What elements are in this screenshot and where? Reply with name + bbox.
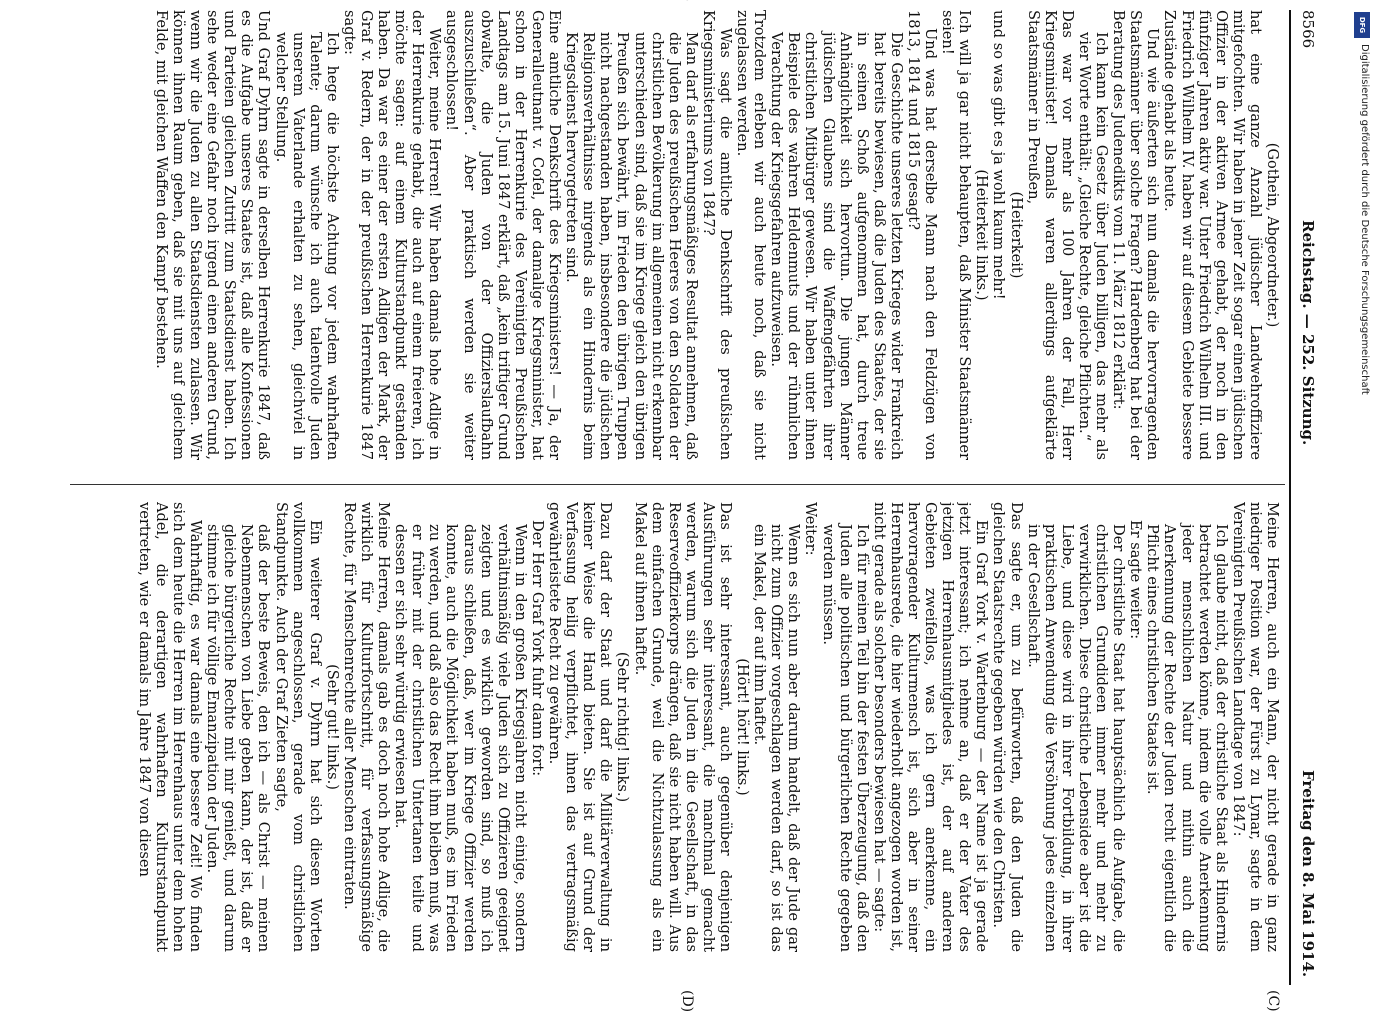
margin-marker-c: (C) bbox=[1265, 990, 1281, 1012]
quote: Wenn in den großen Kriegsjahren nicht einige, sondern verhältnismäßig viele Juden sich zu Offizieren geeignet zeigten und es wirklich geworden sind, so muß ich daraus schließen, daß, wer im Kriege Offizier werden konnte, auch die Möglichkeit haben muß, es im Frieden zu werden, und daß also das Recht ihm bleiben muß, was er früher mit der christlichen Untertanen teilte und dessen er sich sehr würdig erwiesen hat. bbox=[392, 524, 529, 952]
paragraph: Trotzdem erleben wir auch heute noch, daß sie nicht zugelassen werden. bbox=[734, 10, 769, 460]
paragraph: hat eine ganze Anzahl jüdischer Landwehroffiziere mitgefochten. Wir haben in jener Zeit sogar einen jüdischen Offizier in der aktiven Armee gehabt, der noch in den fünfziger Jahren aktiv war. Unter Friedrich Wilhelm III. und Friedrich Wilhelm IV. haben wir auf diesem Gebiete bessere Zustände gehabt als heute. bbox=[1161, 10, 1264, 460]
page-header bbox=[1289, 10, 1325, 985]
paragraph: Und Graf Dyhrn sagte in derselben Herrenkurie 1847, daß es die Aufgabe unseres Staates ist, daß alle Konfessionen und Parteien gleichen Zutritt zum Staatsdienst haben. Ich sehe weder eine Gefahr noch irgend einen anderen Grund, wenn wir die Juden zu allen Staatsdiensten zulassen. Wir können ihnen Raum geben, daß sie mit uns auf gleichem Felde, mit gleichen Waffen den Kampf bestehen. bbox=[152, 10, 273, 460]
interjection: (Heiterkeit links.) bbox=[973, 169, 991, 301]
paragraph: Dazu darf der Staat und darf die Militärverwaltung in keiner Weise die Hand bieten. Sie ist auf Grund der Verfassung heilig verpflichtet, ihnen das vertragsmäßig gewährleistete Recht zu gewähren. bbox=[546, 502, 615, 952]
credit-sidebar bbox=[1348, 8, 1378, 993]
paragraph: Was sagt die amtliche Denkschrift des preußischen Kriegsministeriums von 1847? bbox=[699, 10, 734, 460]
dfg-logo-text: DFG bbox=[1358, 16, 1366, 34]
dfg-logo bbox=[1354, 12, 1370, 38]
interjection: (Heiterkeit) bbox=[1007, 191, 1025, 279]
paragraph: Meine Herren, damals gab es doch noch hohe Adlige, die wirklich für Kulturfortschritt, für verfassungsmäßige Rechte, für Menschenrechte aller Menschen eintraten. bbox=[340, 502, 393, 952]
right-column bbox=[71, 502, 1281, 952]
quote: Ich kann kein Gesetz über Juden billigen, das mehr als vier Worte enthält: „Gleiche Rechte, gleiche Pflichten.“ bbox=[1075, 32, 1111, 460]
paragraph: Das war vor mehr als 100 Jahren der Fall, Herr Kriegsminister! Damals waren allerdings aufgeklärte Staatsmänner in Preußen, bbox=[1024, 10, 1076, 460]
paragraph: Wahrhaftig, es war damals eine bessere Zeit! Wo finden sich dem heute die Herren im Herrenhaus unter dem hohen Adel, die derartigen wahrhaften Kulturstandpunkt vertreten, wie er damals im Jahre 1847 von diesen bbox=[135, 502, 205, 952]
paragraph: Das ist sehr interessant, auch gegenüber denjenigen Ausführungen sehr interessant, die manchmal gemacht werden, warum sich die Juden in die Gesellschaft, in das Reserveoffizierkorps drängen, daß sie nicht haben will. Aus dem einfachen Grunde, weil die Nichtzulassung als ein Makel auf ihnen haftet. bbox=[631, 502, 734, 952]
quote: Man darf als erfahrungsmäßiges Resultat annehmen, daß die Juden des preußischen Heeres von den Soldaten der christlichen Bevölkerung im allgemeinen nicht erkennbar unterschieden sind, daß sie im Kriege gleich den übrigen Preußen sich bewährt, im Frieden den übrigen Truppen nicht nachgestanden haben, insbesondere die jüdischen Religionsverhältnisse nirgends als ein Hindernis beim Kriegsdienst hervorgetreten sind. bbox=[563, 32, 700, 460]
column-rule bbox=[70, 484, 1285, 485]
interjection: (Sehr richtig! links.) bbox=[614, 651, 632, 803]
quote: daß der beste Beweis, den ich — als Christ — meinen Nebenmenschen von Liebe geben kann, der ist, daß er gleiche bürgerliche Rechte mit mir genießt, und darum stimme ich für völlige Emanzipation der Juden. bbox=[204, 524, 273, 952]
quote: Ich hege die höchste Achtung vor jedem wahrhaften Talente; darum wünsche ich auch talentvolle Juden unserem Vaterlande erhalten zu sehen, gleichviel in welcher Stellung. bbox=[272, 32, 341, 460]
paragraph: Weiter, meine Herren! Wir haben damals hohe Adlige in der Herrenkurie gehabt, die auch auf einem freieren, ich möchte sagen: auf einem Kulturstandpunkt gestanden haben. Da war es einer der ersten Adligen der Mark, der Graf v. Redern, der in der preußischen Herrenkurie 1847 sagte: bbox=[340, 10, 444, 460]
margin-marker-a bbox=[1265, 0, 1281, 1]
speaker-note: (Gothein, Abgeordneter.) bbox=[1264, 142, 1281, 328]
paragraph: Meine Herren, auch ein Mann, der nicht gerade in ganz niedriger Position war, der Fürst zu Lynar, sagte in dem Vereinigten Preußischen Landtage von 1847: bbox=[1229, 502, 1281, 952]
interjection: (Sehr gut! links.) bbox=[323, 664, 341, 790]
quote: Die Geschichte unseres letzten Krieges wider Frankreich hat bereits bewiesen, daß die Juden des Staates, der sie in seinen Schoß aufgenommen hat, durch treue Anhänglichkeit sich hervortun. Die jungen Männer jüdischen Glaubens sind die Waffengefährten ihrer christlichen Mitbürger gewesen. Wir haben unter ihnen Beispiele des wahren Heldenmuts und der rühmlichen Verachtung der Kriegsgefahren aufzuweisen. bbox=[768, 32, 905, 460]
digitization-credit: Digitalisierung gefördert durch die Deutsche Forschungsgemeinschaft bbox=[1359, 44, 1370, 395]
header-rule bbox=[1289, 10, 1291, 985]
paragraph: Der Herr Graf York fuhr dann fort: bbox=[528, 520, 546, 777]
margin-marker-b bbox=[679, 0, 695, 1]
paragraph: Und wie äußerten sich nun damals die hervorragenden Staatsmänner über solche Fragen? Hardenberg hat bei der Beratung des Judenedikts vom 11. März 1812 erklärt: bbox=[1110, 10, 1162, 460]
quote: Ich glaube nicht, daß der christliche Staat als Hindernis betrachtet werden könne, indem die volle Anerkennung jeder menschlichen Natur und mithin auch die Anerkennung der Rechte der Juden recht eigentlich die Pflicht eines christlichen Staates ist. bbox=[1144, 524, 1230, 952]
paragraph: Weiter: bbox=[802, 502, 820, 556]
margin-marker-d: (D) bbox=[679, 990, 695, 1012]
quote: Ich für meinen Teil bin der festen Überzeugung, daß den Juden alle politischen und bürgerlichen Rechte gegeben werden müssen. bbox=[819, 524, 871, 952]
left-column bbox=[71, 10, 1281, 460]
paragraph: Ein Graf York v. Wartenburg — der Name ist ja gerade jetzt interessant; ich nehme an, daß er der Vater des jetzigen Herrenhausmitgliedes ist, der auf anderen Gebieten zweifellos, was ich gern anerkenne, ein hervorragender Kulturmensch ist, sich aber in seiner Herrenhausrede, die hier wiederholt angezogen worden ist, nicht gerade als solcher besonders bewiesen hat — sagte: bbox=[870, 502, 991, 952]
interjection: (Hört! hört! links.) bbox=[734, 658, 752, 796]
page-title: Reichstag. — 252. Sitzung. bbox=[1299, 220, 1317, 446]
page-number: 8566 bbox=[1299, 10, 1317, 49]
quote: Der christliche Staat hat hauptsächlich die Aufgabe, die christlichen Grundideen immer mehr und mehr zu verwirklichen. Diese christliche Lebensidee aber ist die Liebe, und diese wird in ihrer Fortbildung, in ihrer praktischen Anwendung die Versöhnung jedes einzelnen in der Gesellschaft. bbox=[1024, 524, 1128, 952]
rotated-page bbox=[55, 10, 1325, 1012]
paragraph: Das sagte er, um zu befürworten, daß den Juden die gleichen Staatsrechte gegeben würden wie den Christen. bbox=[990, 502, 1025, 952]
paragraph: Eine amtliche Denkschrift des Kriegsministers! — Ja, der Generalleutnant v. Coſel, der damalige Kriegsminister, hat schon in der Herrenkurie des Vereinigten Preußischen Landtags am 15. Juni 1847 erklärt, daß „kein triftiger Grund obwalte, die Juden von der Offizierslaufbahn auszuschließen“. Aber praktisch werden sie weiter ausgeschlossen! bbox=[443, 10, 564, 460]
paragraph: und so was gibt es ja wohl kaum mehr! bbox=[990, 10, 1008, 300]
paragraph: Ich will ja gar nicht behaupten, daß Minister Staatsmänner seien! bbox=[939, 10, 974, 460]
quote: Wenn es sich nun aber darum handelt, daß der Jude gar nicht zum Offizier vorgeschlagen werden darf, so ist das ein Makel, der auf ihm haftet. bbox=[751, 524, 803, 952]
paragraph: Ein weiterer Graf v. Dyhrn hat sich diesen Worten vollkommen angeschlossen, gerade vom christlichen Standpunkte. Auch der Graf Zieten sagte, bbox=[272, 502, 324, 952]
paragraph: Er sagte weiter: bbox=[1127, 520, 1145, 640]
page-date: Freitag den 8. Mai 1914. bbox=[1299, 770, 1317, 978]
paragraph: Und was hat derselbe Mann nach den Feldzügen von 1813, 1814 und 1815 gesagt? bbox=[905, 10, 940, 460]
